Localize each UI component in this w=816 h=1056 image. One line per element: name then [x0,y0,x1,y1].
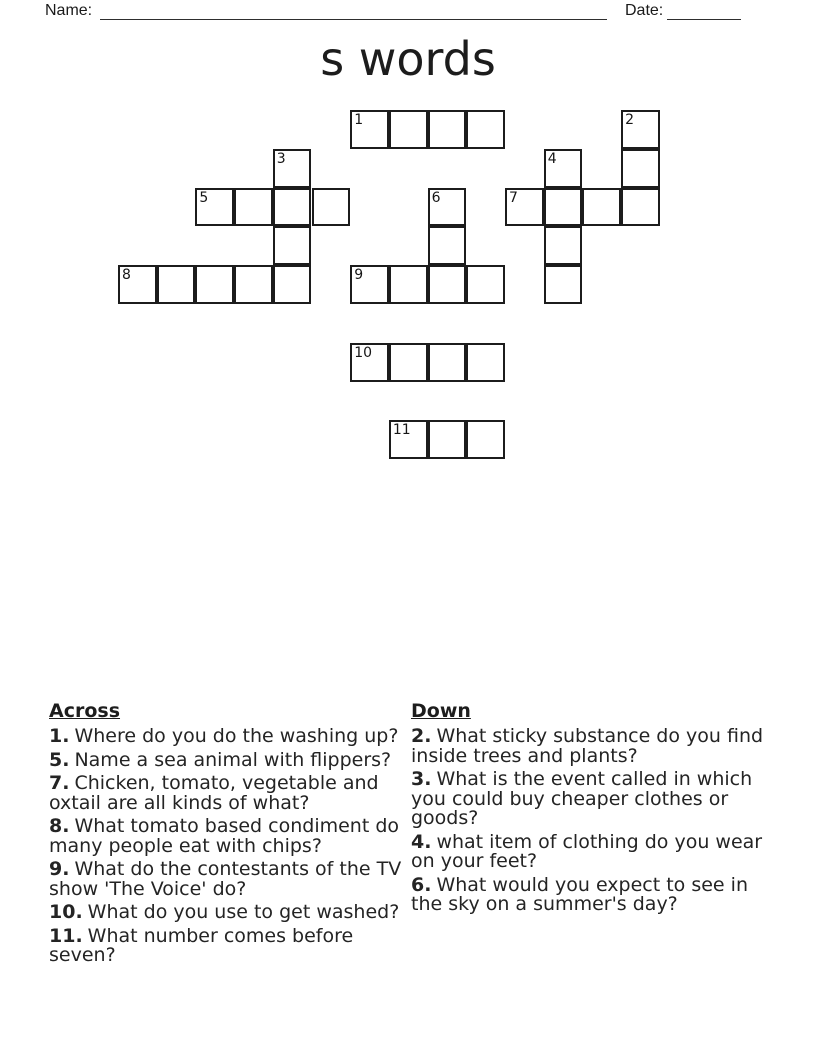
date-label: Date: [625,2,664,19]
grid-cell[interactable] [389,265,428,304]
grid-clue-number: 8 [122,267,131,284]
name-label: Name: [45,2,93,19]
down-clue [411,830,785,872]
page-title: s words [320,32,496,86]
grid-cell[interactable] [195,265,234,304]
grid-cell[interactable] [466,343,505,382]
grid-cell[interactable] [428,188,467,227]
grid-clue-number: 6 [431,189,441,206]
across-clue [49,817,411,856]
grid-cell[interactable] [505,188,544,227]
across-clues-section [49,701,411,970]
clue-number: 5. [49,748,70,771]
grid-cell[interactable] [350,265,389,304]
date-input-line[interactable] [667,19,741,20]
grid-cell[interactable] [428,420,467,459]
clue-number: 1. [49,725,70,747]
grid-cell[interactable] [544,265,583,304]
down-heading: Down [411,700,471,722]
clue-number: 10. [49,901,83,923]
grid-cell[interactable] [428,265,467,304]
grid-clue-number: 9 [354,267,364,284]
clue-number: 11. [49,924,83,947]
grid-cell[interactable] [544,188,583,227]
down-clue [411,873,785,915]
grid-cell[interactable] [466,265,505,304]
grid-cell[interactable] [118,265,157,304]
clue-number: 4. [411,830,432,853]
clue-text: what item of clothing do you wear on your feet? [411,830,763,872]
grid-cell[interactable] [234,188,273,227]
grid-cell[interactable] [428,343,467,382]
grid-cell[interactable] [312,188,351,227]
grid-clue-number: 1 [354,112,364,128]
grid-cell[interactable] [544,149,583,188]
grid-cell[interactable] [389,343,428,382]
across-clue [49,903,411,923]
grid-cell[interactable] [273,226,312,265]
across-clues-list [49,727,411,966]
grid-cell[interactable] [273,265,312,304]
down-clue [411,727,785,766]
clue-number: 6. [411,873,432,896]
across-clue [49,774,411,813]
grid-cell[interactable] [234,265,273,304]
down-clues-list [411,727,785,915]
name-input-line[interactable] [100,19,607,20]
clue-number: 8. [49,815,70,837]
grid-clue-number: 3 [276,150,286,167]
grid-cell[interactable] [195,188,234,227]
grid-cell[interactable] [273,188,312,227]
grid-clue-number: 10 [354,344,373,361]
grid-cell[interactable] [544,226,583,265]
grid-clue-number: 4 [547,150,557,167]
grid-cell[interactable] [273,149,312,188]
grid-clue-number: 7 [509,189,518,206]
grid-cell[interactable] [621,149,660,188]
grid-cell[interactable] [621,110,660,149]
clue-text: Name a sea animal with flippers? [74,748,392,771]
clue-text: What tomato based condiment do many people eat with chips? [49,815,400,857]
grid-cell[interactable] [350,110,389,149]
grid-cell[interactable] [621,188,660,227]
clue-text: What sticky substance do you find inside trees and plants? [411,725,764,767]
clue-number: 9. [49,858,70,880]
clue-number: 7. [49,772,70,794]
clue-text: What number comes before seven? [49,924,354,966]
down-clues-section [411,701,785,919]
grid-cell[interactable] [466,420,505,459]
clue-number: 2. [411,725,432,747]
across-heading: Across [49,700,121,722]
across-clue [49,748,411,771]
crossword-grid [118,110,699,460]
clue-text: Chicken, tomato, vegetable and oxtail are all kinds of what? [49,772,379,814]
across-clue [49,860,411,899]
grid-cell[interactable] [389,110,428,149]
clue-number: 3. [411,768,432,790]
down-clue [411,770,785,829]
grid-cell[interactable] [466,110,505,149]
grid-cell[interactable] [582,188,621,227]
grid-clue-number: 11 [392,422,411,439]
clue-text: Where do you do the washing up? [74,725,399,747]
clue-text: What is the event called in which you could buy cheaper clothes or goods? [411,768,753,829]
across-clue [49,924,411,966]
clue-text: What do you use to get washed? [87,901,400,923]
across-clue [49,727,411,747]
clue-text: What would you expect to see in the sky on a summer's day? [411,873,748,915]
grid-cell[interactable] [350,343,389,382]
grid-cell[interactable] [428,110,467,149]
grid-cell[interactable] [428,226,467,265]
grid-cell[interactable] [389,420,428,459]
grid-clue-number: 5 [199,189,209,206]
grid-clue-number: 2 [625,112,635,128]
clue-text: What do the contestants of the TV show 'The Voice' do? [49,858,402,900]
grid-cell[interactable] [157,265,196,304]
